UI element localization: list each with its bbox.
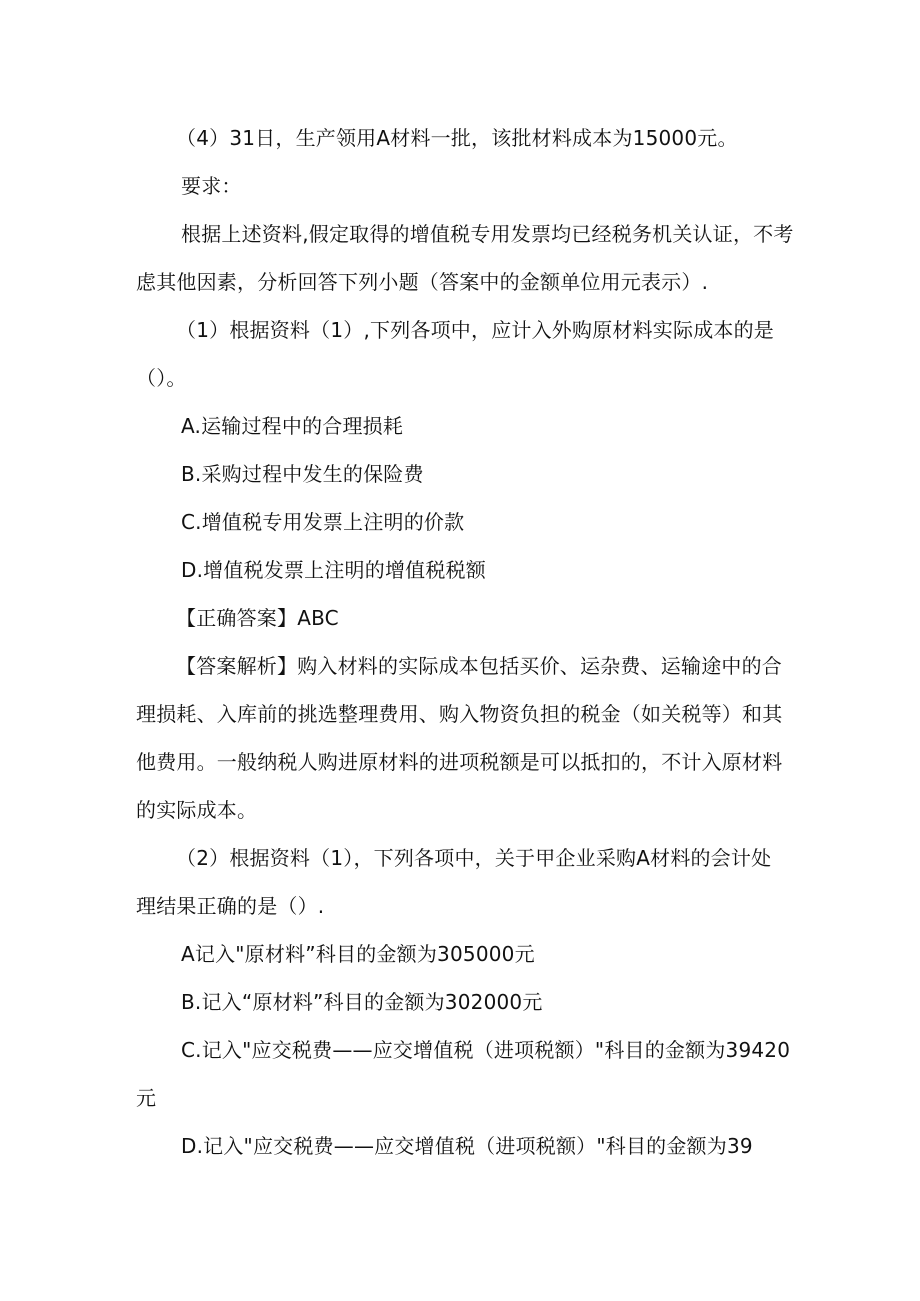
option-line: D.记入"应交税费——应交增值税（进项税额）"科目的金额为39: [181, 1134, 753, 1158]
paragraph-line: 要求：: [181, 174, 242, 198]
explanation-line: 他费用。一般纳税人购进原材料的进项税额是可以抵扣的，不计入原材料: [136, 750, 783, 774]
option-line: D.增值税发票上注明的增值税税额: [181, 558, 486, 582]
paragraph-line: （4）31日，生产领用A材料一批，该批材料成本为15000元。: [176, 126, 738, 150]
paragraph-line: 根据上述资料,假定取得的增值税专用发票均已经税务机关认证，不考: [181, 222, 794, 246]
paragraph-line: （2）根据资料（1），下列各项中，关于甲企业采购A材料的会计处: [176, 846, 772, 870]
option-line: A记入"原材料”科目的金额为305000元: [181, 942, 535, 966]
paragraph-line: 理结果正确的是（）.: [136, 894, 325, 918]
option-line: C.增值税专用发票上注明的价款: [181, 510, 465, 534]
option-line: 元: [136, 1086, 157, 1110]
paragraph-line: （）。: [136, 366, 187, 390]
option-line: B.采购过程中发生的保险费: [181, 462, 424, 486]
paragraph-line: 虑其他因素，分析回答下列小题（答案中的金额单位用元表示）.: [136, 270, 709, 294]
option-line: A.运输过程中的合理损耗: [181, 414, 404, 438]
explanation-line: 的实际成本。: [136, 798, 258, 822]
paragraph-line: （1）根据资料（1）,下列各项中，应计入外购原材料实际成本的是: [176, 318, 775, 342]
answer-line: 【正确答案】ABC: [176, 606, 339, 630]
explanation-line: 理损耗、入库前的挑选整理费用、购入物资负担的税金（如关税等）和其: [136, 702, 783, 726]
explanation-line: 【答案解析】购入材料的实际成本包括买价、运杂费、运输途中的合: [176, 654, 782, 678]
option-line: C.记入"应交税费——应交增值税（进项税额）"科目的金额为39420: [181, 1038, 791, 1062]
option-line: B.记入“原材料”科目的金额为302000元: [181, 990, 543, 1014]
